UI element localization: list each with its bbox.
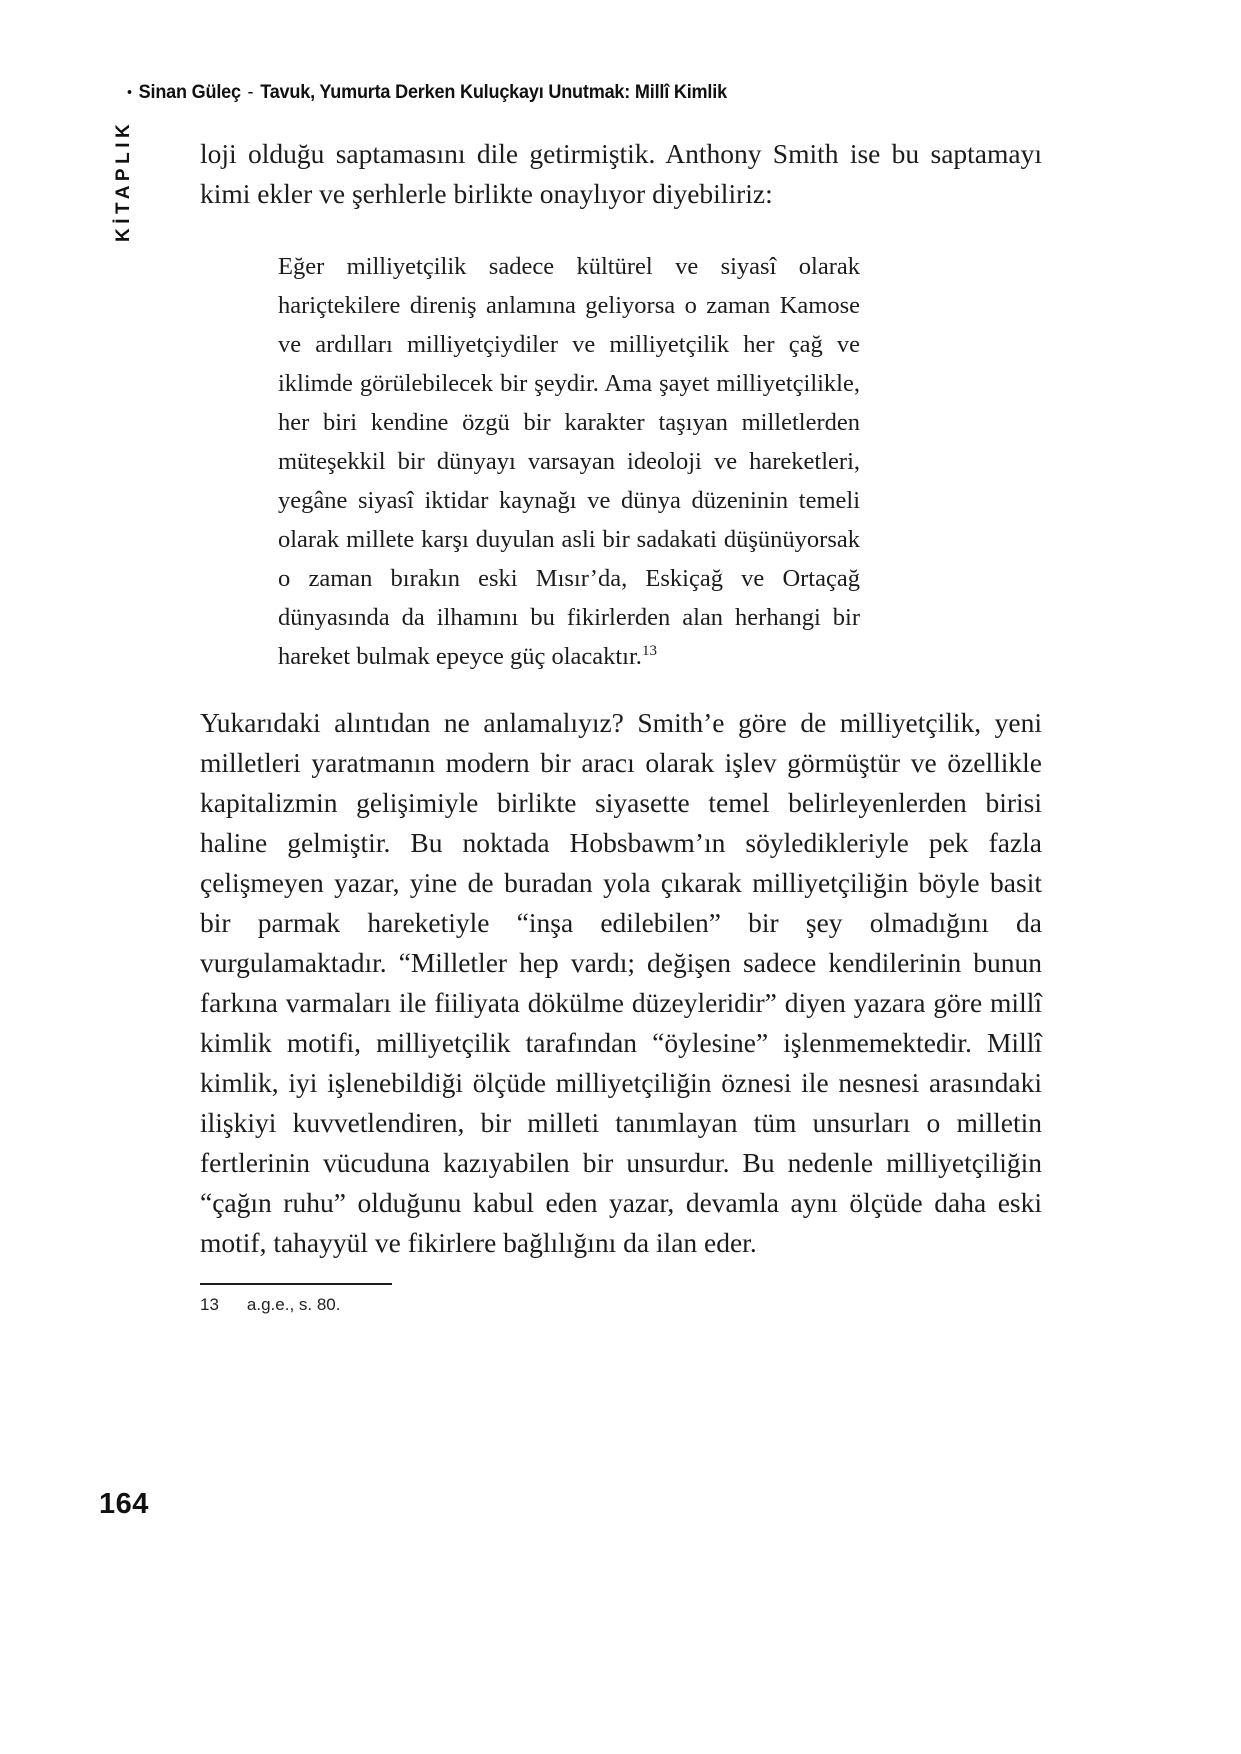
header-author: Sinan Güleç (138, 82, 241, 103)
footnote-divider (200, 1283, 392, 1285)
paragraph-intro: loji olduğu saptamasını dile getirmiştik. Anthony Smith ise bu saptamayı kimi ekler ve şerhlerle birlikte onaylıyor diyebiliriz: (200, 138, 1042, 209)
blockquote (278, 247, 860, 676)
footnote-reference: 13 (641, 642, 657, 659)
header-separator: - (247, 82, 254, 103)
footnote-text: a.g.e., s. 80. (246, 1295, 341, 1314)
page-body (200, 134, 1042, 1316)
blockquote-text: Eğer milliyetçilik sadece kültürel ve siyasî olarak hariçtekilere direniş anlamına geliyorsa o zaman Kamose ve ardılları milliyetçiydiler ve milliyetçilik her çağ ve iklimde görülebilecek bir şeydir. Ama şayet milliyetçilikle, her biri kendine özgü bir karakter taşıyan milletlerden müteşekkil bir dünyayı varsayan ideoloji ve hareketleri, yegâne siyasî iktidar kaynağı ve dünya düzeninin temeli olarak millete karşı duyulan asli bir sadakati düşünüyorsak o zaman bırakın eski Mısır’da, Eskiçağ ve Ortaçağ dünyasında da ilhamını bu fikirlerden alan herhangi bir hareket bulmak epeyce güç olacaktır. (278, 253, 860, 670)
bullet-icon: • (127, 84, 133, 101)
paragraph-main: Yukarıdaki alıntıdan ne anlamalıyız? Smith’e göre de milliyetçilik, yeni milletleri yaratmanın modern bir aracı olarak işlev görmüştür ve özellikle kapitalizmin gelişimiyle birlikte siyasette temel belirleyenlerden birisi haline gelmiştir. Bu noktada Hobsbawm’ın söyledikleriyle pek fazla çelişmeyen yazar, yine de buradan yola çıkarak milliyetçiliğin böyle basit bir parmak hareketiyle “inşa edilebilen” bir şey olmadığını da vurgulamaktadır. “Milletler hep vardı; değişen sadece kendilerinin bunun farkına varmaları ile fiiliyata dökülme düzeyleridir” diyen yazara göre millî kimlik motifi, milliyetçilik tarafından “öylesine” işlenmemektedir. Millî kimlik, iyi işlenebildiği ölçüde milliyetçiliğin öznesi ile nesnesi arasındaki ilişkiyi kuvvetlendiren, bir milleti tanımlayan tüm unsurları o milletin fertlerinin vücuduna kazıyabilen bir unsurdur. Bu nedenle milliyetçiliğin “çağın ruhu” olduğunu kabul eden yazar, devamla aynı ölçüde daha eski motif, tahayyül ve fikirlere bağlılığını da ilan eder. (200, 707, 1042, 1258)
footnote-number: 13 (200, 1295, 219, 1314)
running-header (127, 82, 727, 104)
margin-series-label: KİTAPLIK (113, 119, 134, 242)
footnote (200, 1294, 1042, 1316)
page-number: 164 (99, 1488, 149, 1520)
header-chapter-title: Tavuk, Yumurta Derken Kuluçkayı Unutmak: Millî Kimlik (260, 82, 727, 103)
